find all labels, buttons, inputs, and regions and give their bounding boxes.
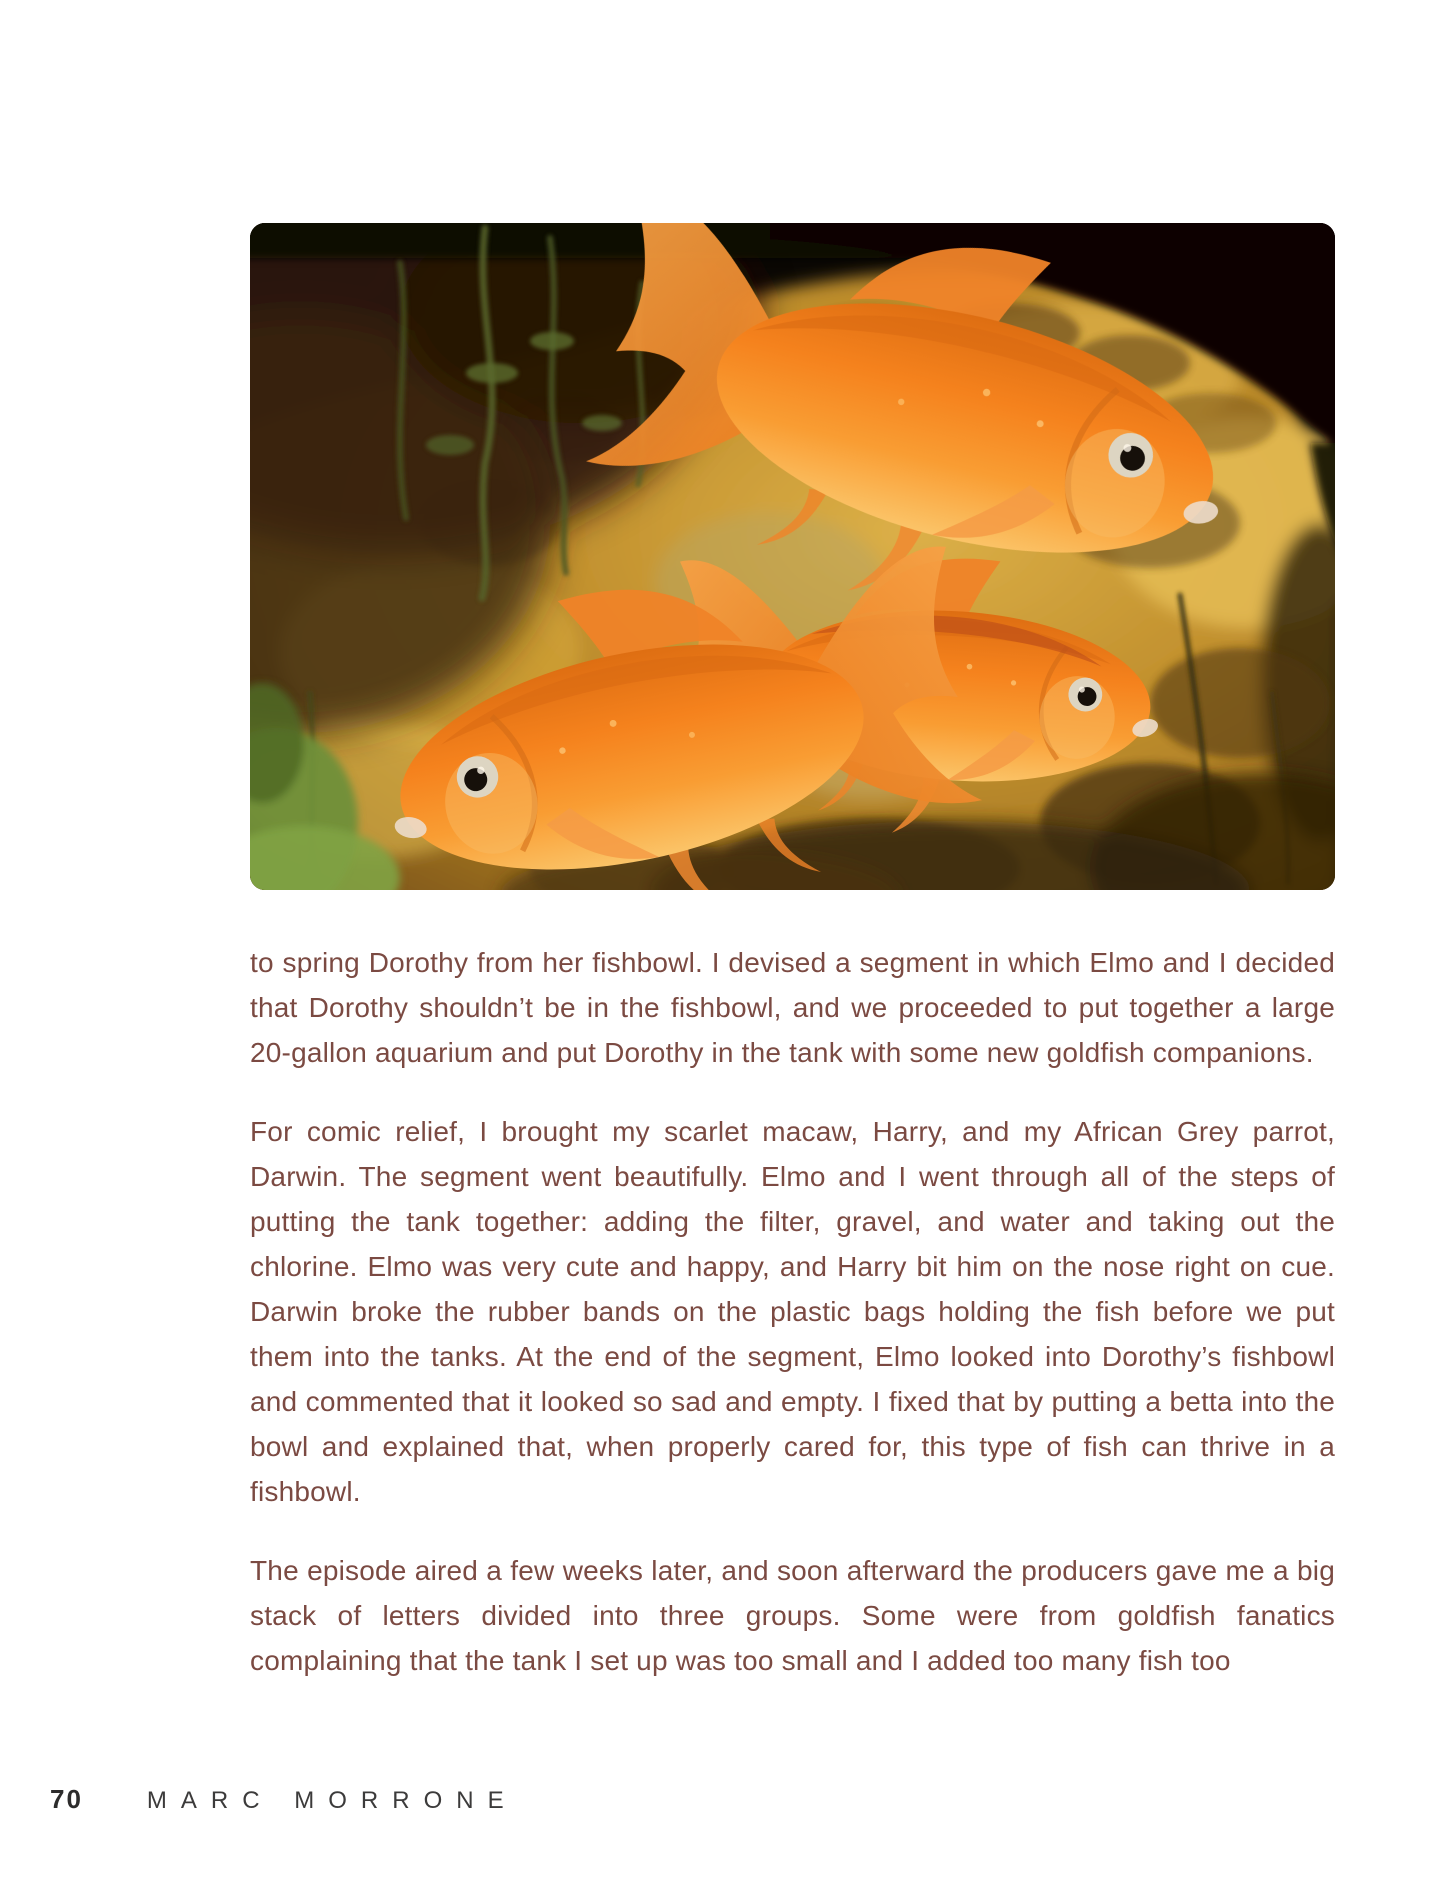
running-header-author: MARC MORRONE [146,1787,518,1814]
goldfish-photo-art [250,223,1335,890]
body-text [250,940,1335,1683]
page-number: 70 [50,1784,83,1814]
paragraph-1: to spring Dorothy from her fishbowl. I devised a segment in which Elmo and I decided that Dorothy shouldn’t be in the fishbowl, and we proceeded to put together a large 20-gallon aquarium and put Dorothy in the tank with some new goldfish companions. [250,947,1335,1068]
goldfish-photo [250,223,1335,890]
page-footer [50,1784,518,1815]
paragraph-2: For comic relief, I brought my scarlet macaw, Harry, and my African Grey parrot, Darwin. The segment went beautifully. Elmo and I went through all of the steps of putting the tank together: adding the filter, gravel, and water and taking out the chlorine. Elmo was very cute and happy, and Harry bit him on the nose right on cue. Darwin broke the rubber bands on the plastic bags holding the fish before we put them into the tanks. At the end of the segment, Elmo looked into Dorothy’s fishbowl and commented that it looked so sad and empty. I fixed that by putting a betta into the bowl and explained that, when properly cared for, this type of fish can thrive in a fishbowl. [250,1116,1335,1507]
paragraph-3: The episode aired a few weeks later, and soon afterward the producers gave me a big stack of letters divided into three groups. Some were from goldfish fanatics complaining that the tank I set up was too small and I added too many fish too [250,1555,1335,1676]
